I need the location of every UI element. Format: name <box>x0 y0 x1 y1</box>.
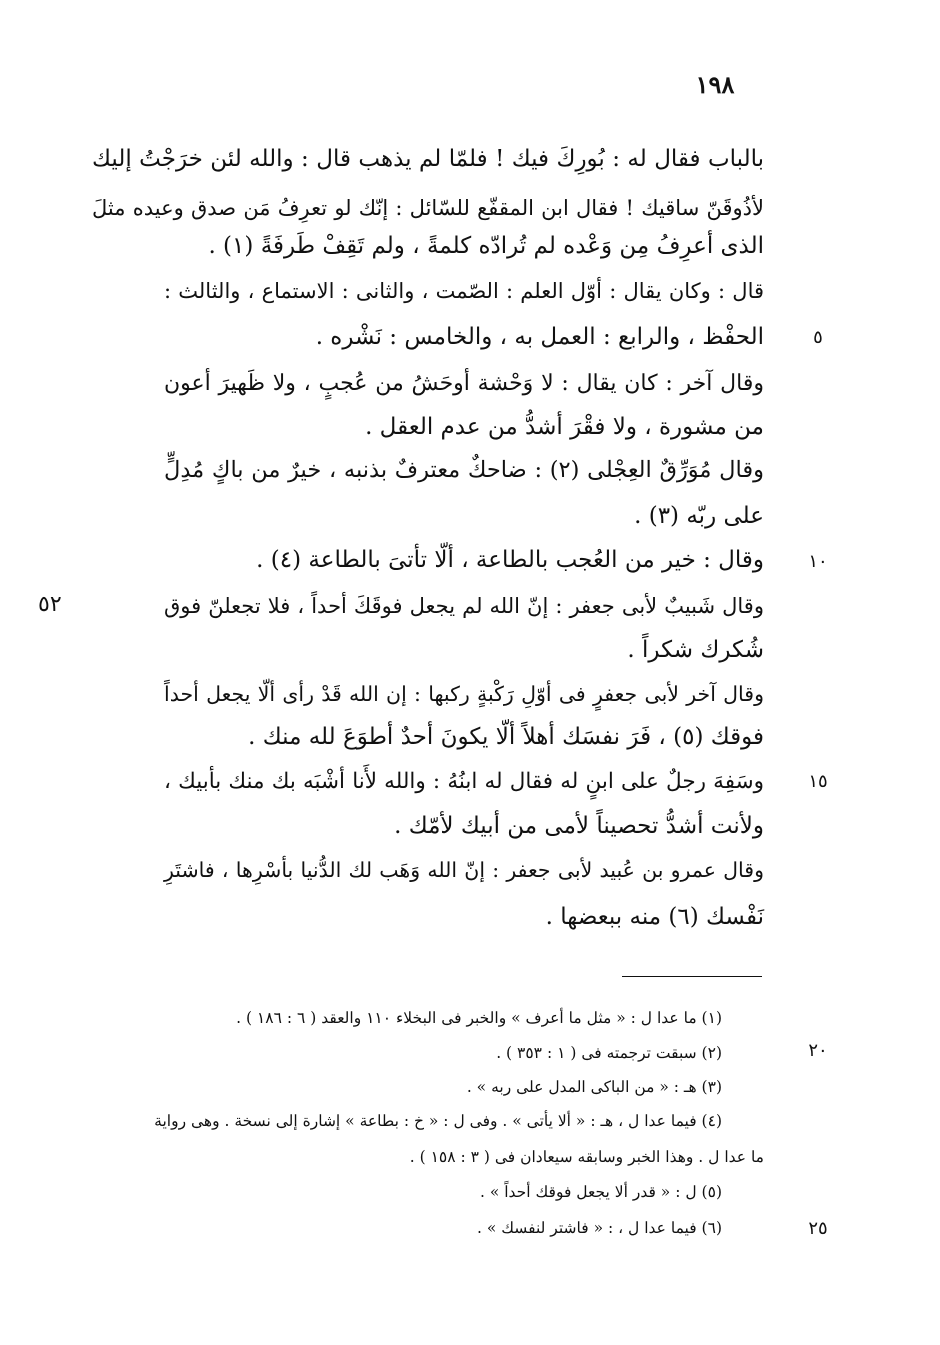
text-line: وقال مُوَرِّقٌ العِجْلى (٢) : ضاحكٌ معترفٌ بذنبه ، خيرٌ من باكٍ مُدِلٍّ <box>164 457 765 483</box>
text-line: فوقك (٥) ، فَرَ نفسَك أهلاً ألّا يكونَ أحدٌ أطوَعَ لله منك . <box>248 724 764 750</box>
footnote-1: (١) ما عدا ل : « مثل ما أعرف » والخبر فى البخلاء ١١٠ والعقد ( ٦ : ١٨٦ ) . <box>236 1009 722 1027</box>
text-line: نَفْسك (٦) منه ببعضها . <box>545 904 764 930</box>
footnote-separator <box>622 976 762 977</box>
footnote-3: (٣) هـ : « من الباكى المدل على ربه » . <box>466 1078 722 1096</box>
footnote-5: (٥) ل : « قدر ألا يجعل فوقك أحداً » . <box>479 1183 722 1201</box>
text-line: قال : وكان يقال : أوّل العلم : الصّمت ، والثانى : الاستماع ، والثالث : <box>164 279 764 303</box>
text-line: الذى أعرِفُ مِن وَعْده لم تُرادّه كلمةً ، ولم تَقِفْ طَرفَةً (١) . <box>208 233 764 259</box>
text-line: شُكرك شكراً . <box>627 637 764 663</box>
text-line: وقال آخر : كان يقال : لا وَحْشة أوحَشُ من عُجبٍ ، ولا ظَهيرَ أعون <box>164 371 764 396</box>
text-line: لأذُوقَنّ ساقيك ! فقال ابن المقفّع للسّائل : إنّك لو تعرِفُ مَن صدق وعيده مثلَ <box>92 196 764 220</box>
text-line: وقال آخر لأبى جعفرٍ فى أوّلِ رَكْبةٍ ركبها : إن الله قَدْ رأى ألّا يجعل أحداً <box>164 682 764 706</box>
text-line: الحفْظ ، والرابع : العمل به ، والخامس : نَشْره . <box>315 324 764 350</box>
text-line: من مشورة ، ولا فقْرَ أشدُّ من عدم العقل . <box>365 414 764 440</box>
side-page-marker: ٥٢ <box>38 592 62 617</box>
text-line: ولأنت أشدُّ تحصيناً لأمى من أبيك لأمّك . <box>394 813 764 839</box>
text-line: على ربّه (٣) . <box>634 503 764 529</box>
text-line: وقال : خير من العُجب بالطاعة ، ألّا تأتىَ بالطاعة (٤) . <box>256 547 764 573</box>
text-line: بالباب فقال له : بُورِكَ فيك ! فلمّا لم يذهب قال : والله لئن خرَجْتُ إليك <box>92 146 764 172</box>
text-line: وقال عمرو بن عُبيد لأبى جعفر : إنّ الله وَهَب لك الدُّنيا بأسْرِها ، فاشتَرِ <box>164 858 764 882</box>
line-number-15: ١٥ <box>808 771 828 792</box>
footnote-4-continued: ما عدا ل . وهذا الخبر وسابقه سيعادان فى ( ٣ : ١٥٨ ) . <box>409 1148 764 1166</box>
line-number-10: ١٠ <box>808 551 828 572</box>
text-line: وقال شَبيبٌ لأبى جعفر : إنّ الله لم يجعل فوقَكَ أحداً ، فلا تجعلنّ فوق <box>164 594 764 618</box>
line-number-25: ٢٥ <box>808 1218 828 1239</box>
footnote-2: (٢) سبقت ترجمته فى ( ١ : ٣٥٣ ) . <box>496 1044 722 1062</box>
line-number-20: ٢٠ <box>808 1040 828 1061</box>
text-line: وسَفِهَ رجلٌ على ابنٍ له فقال له ابنُهُ : والله لأَنا أشْبَه بك منك بأبيك ، <box>164 769 764 794</box>
page-number: ١٩٨ <box>695 70 735 99</box>
footnote-6: (٦) فيما عدا ل ، : « فاشتر لنفسك » . <box>476 1219 722 1237</box>
line-number-5: ٥ <box>813 327 823 348</box>
footnote-4: (٤) فيما عدا ل ، هـ : « ألا يأتى » . وفى ل : « خ : بطاعة » إشارة إلى نسخة . وهى رواية <box>154 1112 722 1130</box>
